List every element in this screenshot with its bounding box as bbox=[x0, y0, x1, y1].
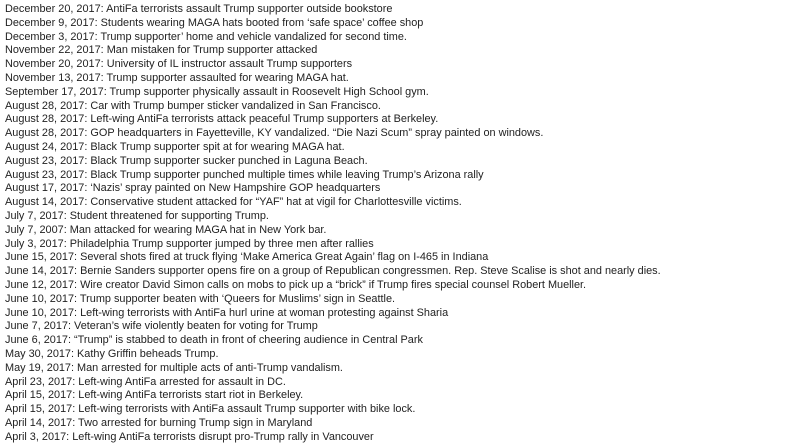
list-item: November 20, 2017: University of IL instructor assault Trump supporters bbox=[5, 58, 353, 71]
list-item: August 28, 2017: GOP headquarters in Fayetteville, KY vandalized. “Die Nazi Scum” spray painted on windows. bbox=[5, 127, 544, 140]
list-item: April 15, 2017: Left-wing terrorists with AntiFa assault Trump supporter with bike lock. bbox=[5, 403, 416, 416]
list-item: July 7, 2007: Man attacked for wearing MAGA hat in New York bar. bbox=[5, 223, 327, 236]
list-item: December 20, 2017: AntiFa terrorists assault Trump supporter outside bookstore bbox=[5, 3, 393, 15]
list-item: April 15, 2017: Left-wing AntiFa terrorists start riot in Berkeley. bbox=[5, 389, 304, 402]
list-item: April 23, 2017: Left-wing AntiFa arrested for assault in DC. bbox=[5, 375, 286, 388]
list-item: August 28, 2017: Car with Trump bumper sticker vandalized in San Francisco. bbox=[5, 99, 381, 112]
list-item: April 3, 2017: Left-wing AntiFa terrorists disrupt pro-Trump rally in Vancouver bbox=[5, 430, 374, 443]
list-item: November 13, 2017: Trump supporter assaulted for wearing MAGA hat. bbox=[5, 71, 349, 84]
list-item: August 23, 2017: Black Trump supporter sucker punched in Laguna Beach. bbox=[5, 154, 368, 167]
list-item: August 17, 2017: ‘Nazis’ spray painted on New Hampshire GOP headquarters bbox=[5, 182, 381, 195]
list-item: June 14, 2017: Bernie Sanders supporter opens fire on a group of Republican congressmen. Rep. Steve Scalise is shot and nearly dies. bbox=[5, 265, 661, 278]
list-item: June 7, 2017: Veteran’s wife violently beaten for voting for Trump bbox=[5, 320, 318, 333]
list-item: July 3, 2017: Philadelphia Trump supporter jumped by three men after rallies bbox=[5, 237, 374, 250]
list-item: September 17, 2017: Trump supporter physically assault in Roosevelt High School gym. bbox=[5, 85, 429, 98]
list-item: July 7, 2017: Student threatened for supporting Trump. bbox=[5, 209, 269, 222]
list-item: June 10, 2017: Trump supporter beaten with ‘Queers for Muslims’ sign in Seattle. bbox=[5, 292, 396, 305]
list-item: August 23, 2017: Black Trump supporter punched multiple times while leaving Trump’s Arizona rally bbox=[5, 168, 484, 181]
list-item: June 12, 2017: Wire creator David Simon calls on mobs to pick up a “brick” if Trump fires special counsel Robert Mueller. bbox=[5, 278, 587, 291]
list-item: August 28, 2017: Left-wing AntiFa terrorists attack peaceful Trump supporters at Berkeley. bbox=[5, 113, 439, 126]
list-item: May 19, 2017: Man arrested for multiple acts of anti-Trump vandalism. bbox=[5, 361, 343, 374]
list-item: June 6, 2017: “Trump” is stabbed to death in front of cheering audience in Central Park bbox=[5, 334, 423, 347]
list-item: August 24, 2017: Black Trump supporter spit at for wearing MAGA hat. bbox=[5, 140, 345, 153]
list-item: June 10, 2017: Left-wing terrorists with AntiFa hurl urine at woman protesting against Sharia bbox=[5, 306, 449, 319]
list-item: August 14, 2017: Conservative student attacked for “YAF” hat at vigil for Charlottesville victims. bbox=[5, 196, 462, 209]
list-item: May 30, 2017: Kathy Griffin beheads Trump. bbox=[5, 347, 219, 360]
list-item: June 15, 2017: Several shots fired at truck flying ‘Make America Great Again’ flag on I-465 in Indiana bbox=[5, 251, 489, 264]
list-item: December 3, 2017: Trump supporter’ home and vehicle vandalized for second time. bbox=[5, 30, 407, 43]
list-item: December 9, 2017: Students wearing MAGA hats booted from ‘safe space’ coffee shop bbox=[5, 16, 424, 29]
list-item: April 14, 2017: Two arrested for burning Trump sign in Maryland bbox=[5, 416, 313, 429]
list-item: November 22, 2017: Man mistaken for Trump supporter attacked bbox=[5, 44, 318, 57]
